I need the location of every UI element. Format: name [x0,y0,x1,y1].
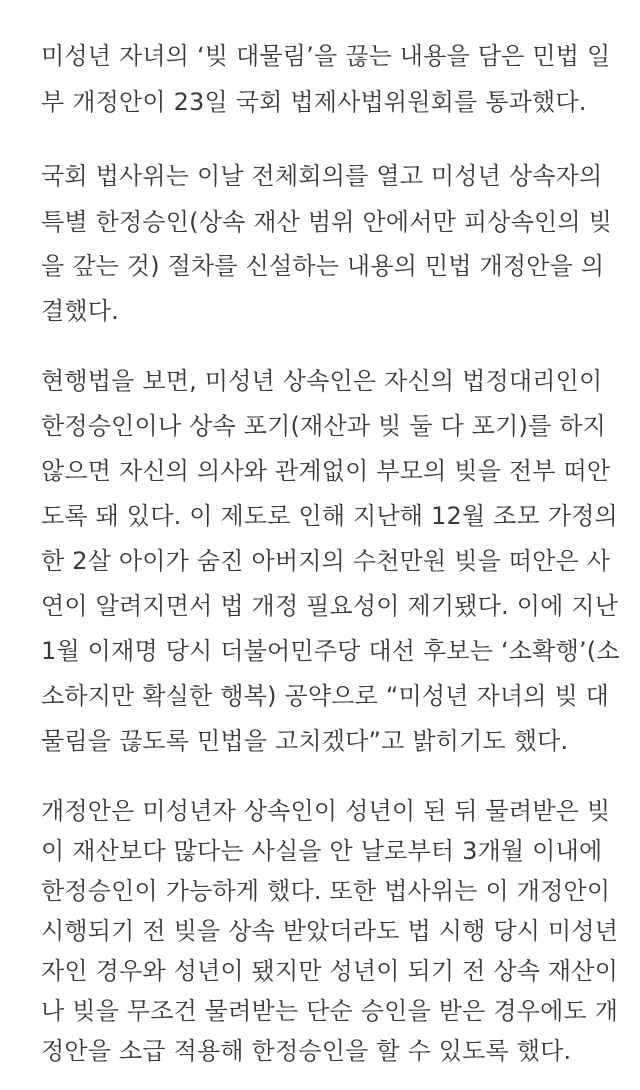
text-line: 이 재산보다 많다는 사실을 안 날로부터 3개월 이내에 [41,837,603,865]
text-line: 도록 돼 있다. 이 제도로 인해 지난해 12월 조모 가정의 [41,502,618,530]
text-line: 자인 경우와 성년이 됐지만 성년이 되기 전 상속 재산이 [41,957,619,985]
text-line: 특별 한정승인(상속 재산 범위 안에서만 피상속인의 빚 [41,208,612,236]
text-line: 정안을 소급 적용해 한정승인을 할 수 있도록 했다. [41,1037,572,1065]
text-line: 개정안은 미성년자 상속인이 성년이 된 뒤 물려받은 빚 [41,797,611,825]
text-line: 연이 알려지면서 법 개정 필요성이 제기됐다. 이에 지난 [41,592,619,620]
text-line: 국회 법사위는 이날 전체회의를 열고 미성년 상속자의 [41,162,603,190]
text-line: 부 개정안이 23일 국회 법제사법위원회를 통과했다. [41,88,587,116]
text-line: 시행되기 전 빚을 상속 받았더라도 법 시행 당시 미성년 [41,917,619,945]
text-line: 한 2살 아이가 숨진 아버지의 수천만원 빚을 떠안은 사 [41,547,611,575]
text-line: 소하지만 확실한 행복) 공약으로 “미성년 자녀의 빚 대 [41,682,610,710]
text-line: 을 갚는 것) 절차를 신설하는 내용의 민법 개정안을 의 [41,252,605,280]
text-line: 한정승인이나 상속 포기(재산과 빚 둘 다 포기)를 하지 [41,412,606,440]
text-line: 않으면 자신의 의사와 관계없이 부모의 빚을 전부 떠안 [41,457,611,485]
text-line: 나 빚을 무조건 물려받는 단순 승인을 받은 경우에도 개 [41,997,619,1025]
text-line: 미성년 자녀의 ‘빚 대물림’을 끊는 내용을 담은 민법 일 [41,42,611,70]
text-line: 한정승인이 가능하게 했다. 또한 법사위는 이 개정안이 [41,877,611,905]
text-line: 물림을 끊도록 민법을 고치겠다”고 밝히기도 했다. [41,727,569,755]
text-line: 현행법을 보면, 미성년 상속인은 자신의 법정대리인이 [41,367,603,395]
text-line: 결했다. [41,297,119,325]
text-line: 1월 이재명 당시 더불어민주당 대선 후보는 ‘소확행’(소 [41,637,620,665]
